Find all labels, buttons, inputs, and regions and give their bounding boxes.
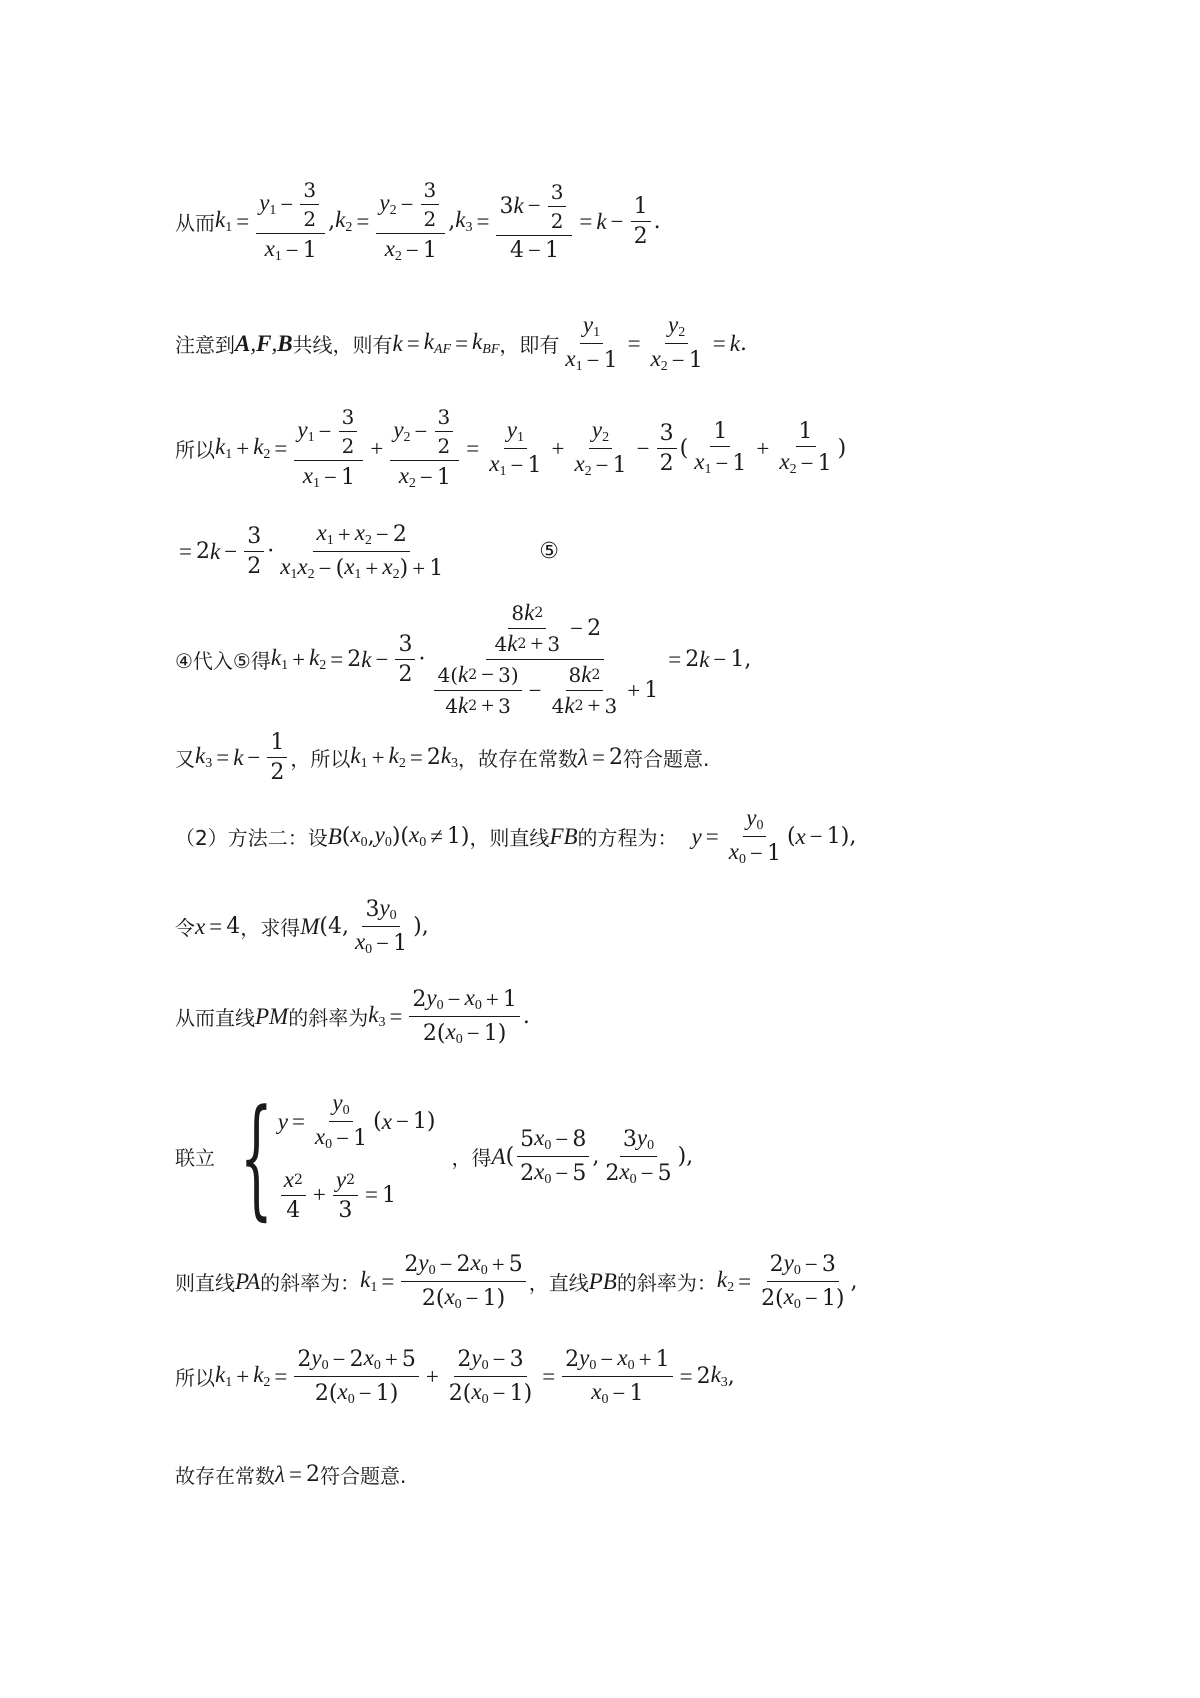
text-xielvwei-pa: 的斜率为：	[260, 1271, 361, 1295]
equation-system: y = $y_0$ $x_0$ − 1 ( x − 1) x 2 4 + y 2 3 = 1	[277, 1090, 436, 1223]
line-final-conclusion: 故存在常数 λ = 2 符合题意.	[175, 1461, 407, 1488]
text-guchunzai: ，故存在常数	[458, 747, 579, 771]
text-zezhixian: 则直线	[175, 1271, 235, 1295]
text-suoyi: 所以	[175, 438, 215, 462]
text-gongxian: 共线，则有	[292, 333, 393, 357]
text-zexian: ，则直线	[469, 826, 550, 850]
text-ling: 令	[175, 916, 195, 940]
text-substitute: ④代入⑤得	[175, 649, 271, 673]
equation-marker-5: ⑤	[539, 539, 559, 564]
text-suoyi-3: 所以	[175, 1366, 215, 1390]
text-suoyi-2: ，所以	[290, 747, 351, 771]
text-qiude: ，求得	[240, 916, 301, 940]
line-system: 联立 { y = $y_0$ $x_0$ − 1 ( x − 1) x 2 4 + y 2 3 = 1 ，得 A ( 5 $x_0$ − 8 2 $x_0$ − 5 , 3 $y_0$ 2 $x_0$ − 5 ) ,	[175, 1080, 694, 1233]
text-lianli: 联立	[175, 1146, 215, 1170]
text-fuhetiyi-2: 符合题意.	[319, 1464, 407, 1488]
text-xielvwei: 的斜率为	[288, 1006, 369, 1030]
line-point-m: 令 x = 4 ，求得 M (4, 3 $y_0$ $x_0$ − 1 ) ,	[175, 895, 429, 957]
text-congerzhixian: 从而直线	[175, 1006, 255, 1030]
line-sum-k1-k2: 所以 $k_1$ + $k_2$ = $y_1$ − $\frac{3}{2}$ $x_1$ − 1 + $y_2$ − $\frac{3}{2}$ $x_2$ − 1 = $y_1$ $x_1$ − 1 + $y_2$ $x_2$ − 1 − $\frac{3}{2}$ ( 1 $x_1$ − 1 + 1 $x_2$ − 1 )	[175, 405, 847, 491]
line-slopes-definition: 从而 $k_1$ = $y_1$ − $\frac{3}{2}$ $x_1$ − 1 , $k_2$ = $y_2$ − $\frac{3}{2}$ $x_2$ − 1 , $k_3$ = 3 k − $\frac{3}{2}$ 4 − 1 = k − $\frac{1}{2}$ .	[175, 178, 661, 264]
text-guchunzai-2: 故存在常数	[175, 1464, 275, 1488]
text-you: 又	[175, 747, 195, 771]
line-method-two: （2）方法二：设 B ( $x_0$ , $y_0$ )( $x_0$ ≠ 1) ，则直线 FB 的方程为： y = $y_0$ $x_0$ − 1 ( x − 1) ,	[175, 805, 857, 867]
line-substitute: ④代入⑤得 $k_1$ + $k_2$ = 2 k − $\frac{3}{2}$ · 8 k 2 4 k 2 + 3 − 2 4( k 2 − 3) 4 k 2 + 3 − 8 k 2 4 k 2 + 3 + 1 = 2 k − 1 ,	[175, 600, 752, 718]
text-congeer: 从而	[175, 211, 215, 235]
line-sum-simplified: = 2 k − $\frac{3}{2}$ · $x_1$ + $x_2$ − 2 $x_1x_2$ − ( $x_1$ + $x_2$ ) + 1 ⑤	[179, 520, 559, 582]
line-conclusion-1: 又 $k_3$ = k − $\frac{1}{2}$ ，所以 $k_1$ + $k_2$ = 2 $k_3$ ，故存在常数 λ = 2 符合题意.	[175, 730, 710, 785]
text-fangcheng: 的方程为：	[577, 826, 678, 850]
text-xielvwei-pb: 的斜率为：	[616, 1271, 717, 1295]
text-method-two: （2）方法二：设	[175, 826, 328, 850]
line-slopes-pa-pb: 则直线 PA 的斜率为： $k_1$ = 2 $y_0$ − 2 $x_0$ + 5 2( $x_0$ − 1) ，直线 PB 的斜率为： $k_2$ = 2 $y_0$ − 3 2( $x_0$ − 1) ,	[175, 1250, 858, 1312]
text-zhuyidao: 注意到	[175, 333, 235, 357]
text-jiyou: ，即有	[499, 333, 560, 357]
text-de: ，得	[451, 1146, 492, 1170]
text-zhixian: ，直线	[528, 1271, 589, 1295]
line-slope-pm: 从而直线 PM 的斜率为 $k_3$ = 2 $y_0$ − $x_0$ + 1 2( $x_0$ − 1) .	[175, 985, 530, 1047]
line-collinear: 注意到 A,F,B 共线，则有 k = $k_{AF}$ = $k_{BF}$ ，即有 $y_1$ $x_1$ − 1 = $y_2$ $x_2$ − 1 = k .	[175, 312, 747, 374]
line-sum-method-two: 所以 $k_1$ + $k_2$ = 2 $y_0$ − 2 $x_0$ + 5 2( $x_0$ − 1) + 2 $y_0$ − 3 2( $x_0$ − 1) = 2 $y_0$ − $x_0$ + 1 $x_0$ − 1 = 2 $k_3$ ,	[175, 1345, 735, 1407]
left-brace: {	[239, 1080, 273, 1233]
text-fuhetiyi: 符合题意.	[622, 747, 710, 771]
